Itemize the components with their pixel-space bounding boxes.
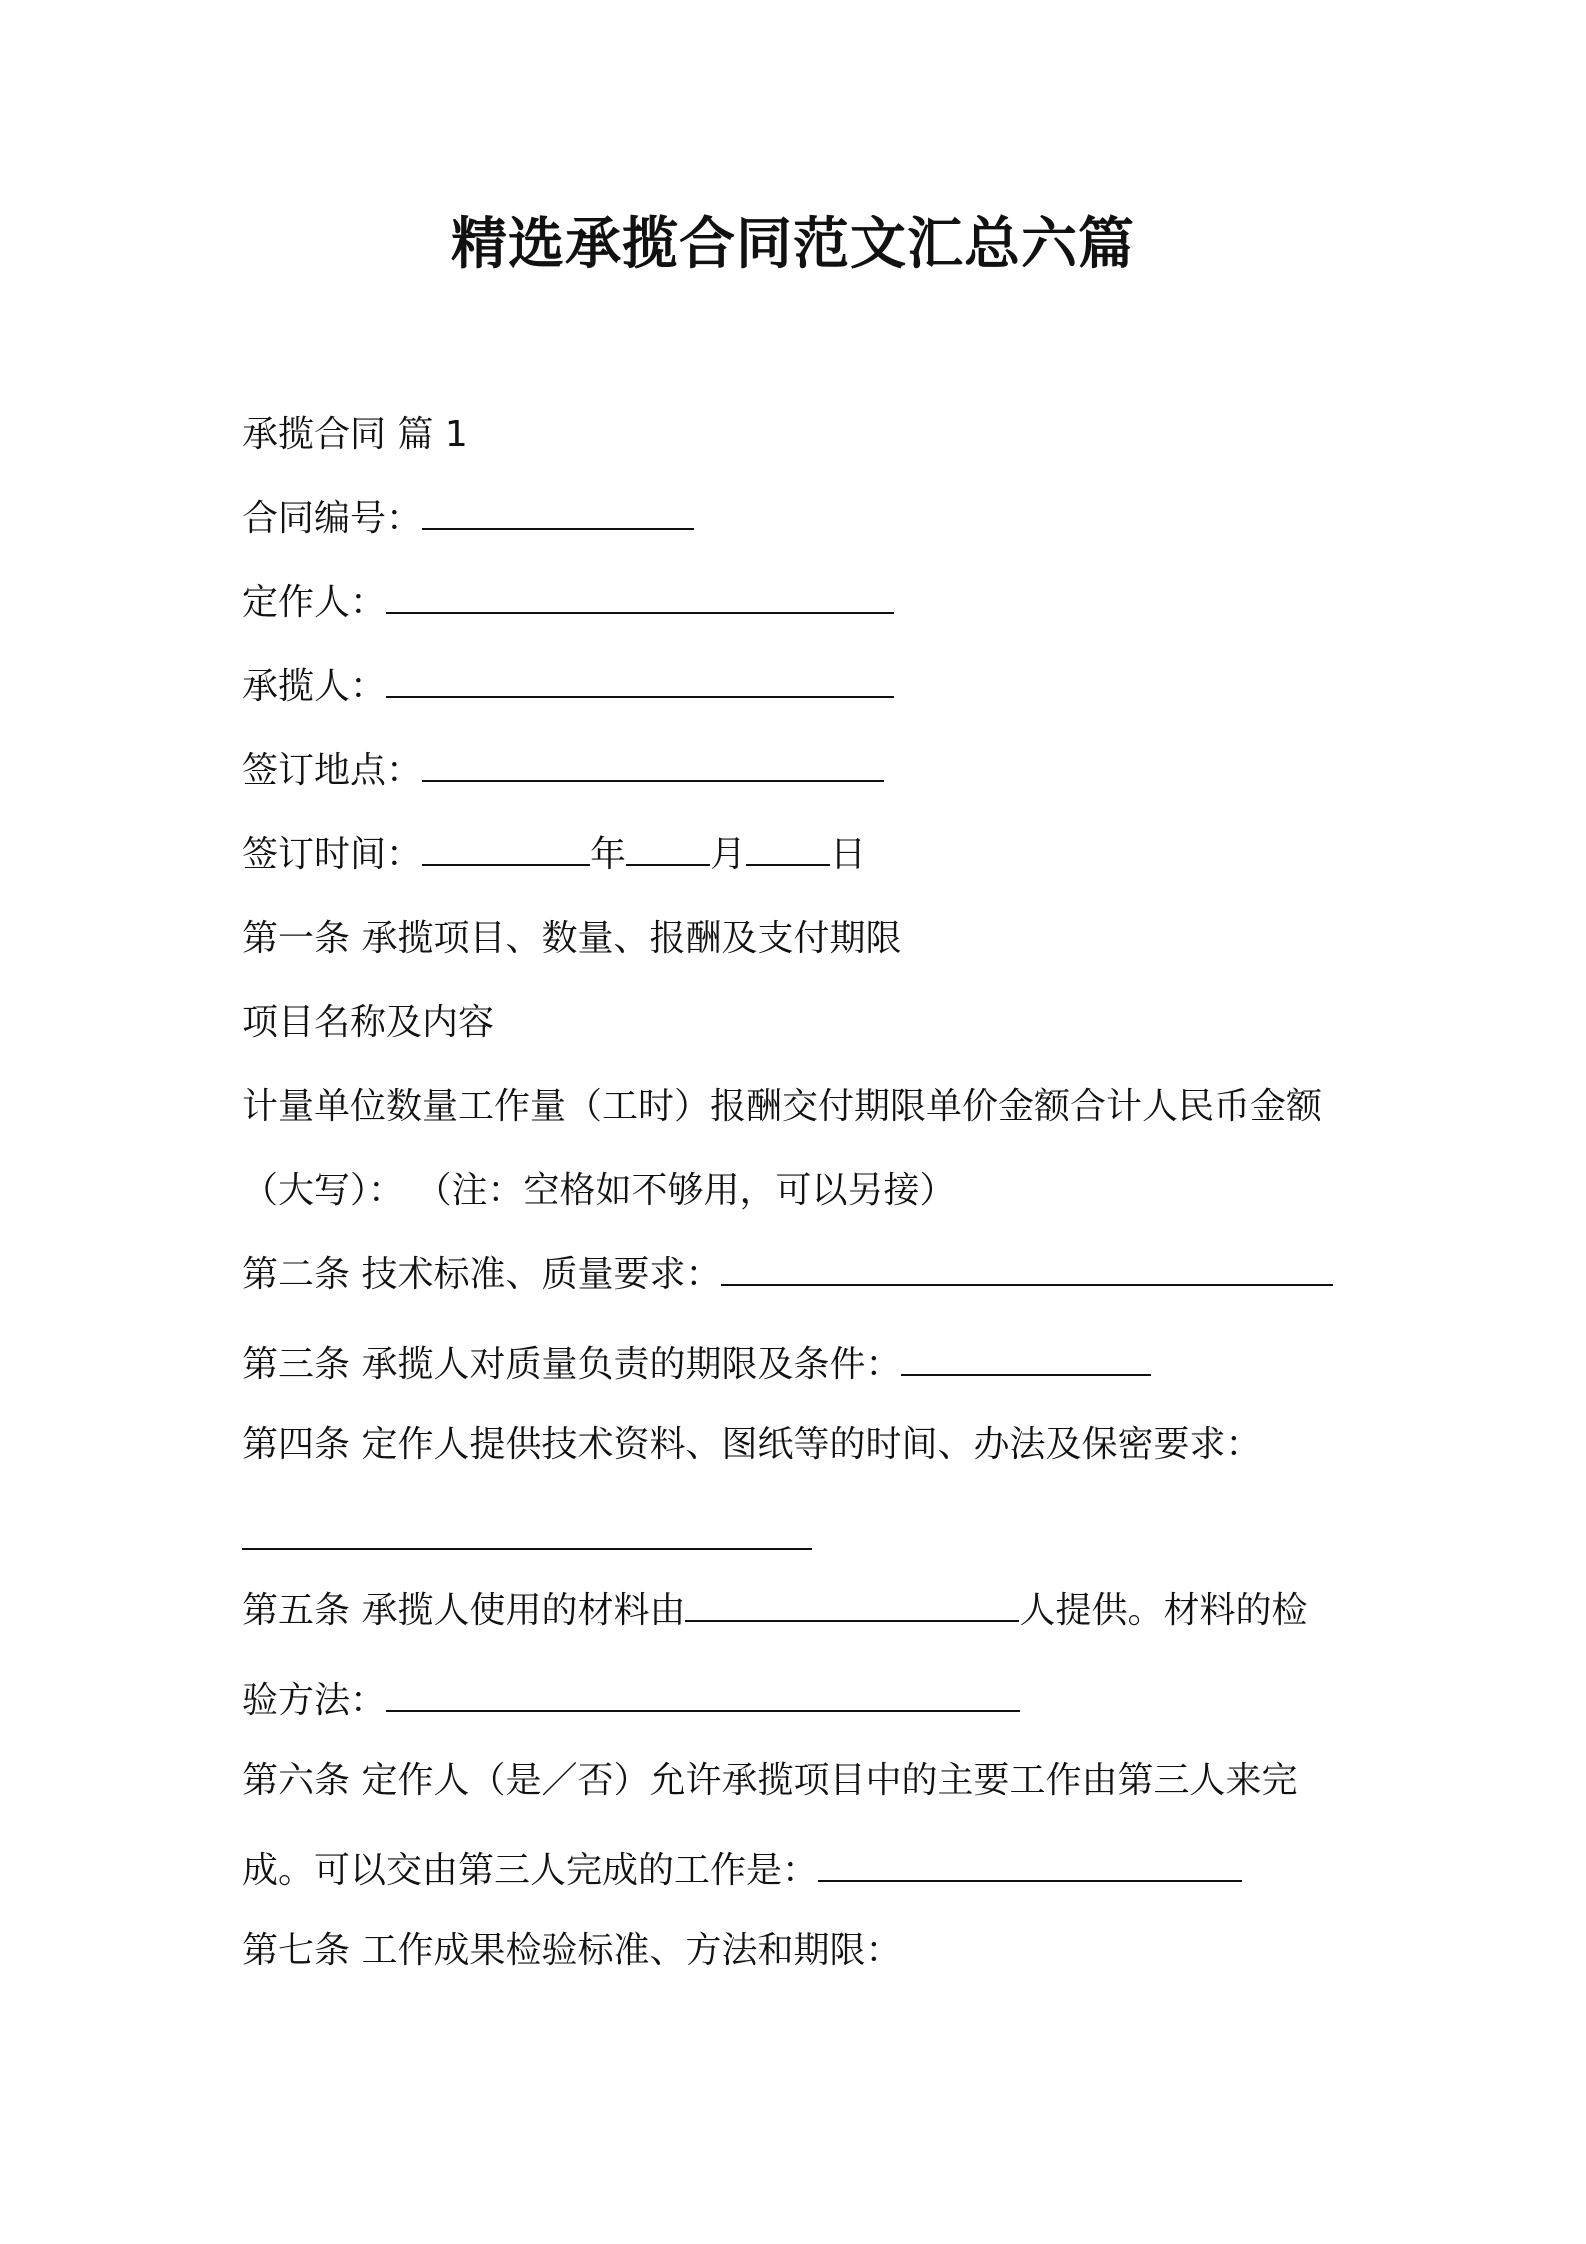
clause-1-title: 第一条 承揽项目、数量、报酬及支付期限 <box>242 918 902 959</box>
clause-5-row <box>242 1586 1307 1636</box>
contractor-row <box>242 662 894 712</box>
day-blank <box>746 834 830 866</box>
clause-3-blank <box>901 1344 1151 1376</box>
signing-place-row <box>242 746 884 796</box>
year-label: 年 <box>590 834 627 875</box>
clause-1-columns: 计量单位数量工作量（工时）报酬交付期限单价金额合计人民币金额 <box>242 1086 1323 1127</box>
clause-1-note: （大写）： （注：空格如不够用，可以另接） <box>242 1170 956 1211</box>
clause-1-item: 项目名称及内容 <box>242 1002 495 1043</box>
contract-number-row <box>242 494 694 544</box>
clause-3-row <box>242 1340 1151 1390</box>
clause-6-blank <box>818 1850 1242 1882</box>
clause-5-text-b: 人提供。材料的检 <box>1019 1590 1308 1631</box>
clause-2-blank <box>721 1254 1333 1286</box>
contractor-blank <box>386 666 894 698</box>
clause-5-method-blank <box>386 1680 1020 1712</box>
signing-place-blank <box>422 750 884 782</box>
clause-5-method-row <box>242 1676 1020 1726</box>
clause-2-text: 第二条 技术标准、质量要求： <box>242 1254 722 1295</box>
contract-number-label: 合同编号： <box>242 498 423 539</box>
clause-5-material-blank <box>685 1590 1019 1622</box>
orderer-label: 定作人： <box>242 582 387 623</box>
year-blank <box>422 834 590 866</box>
clause-5-text-a: 第五条 承揽人使用的材料由 <box>242 1590 686 1631</box>
contractor-label: 承揽人： <box>242 666 387 707</box>
clause-3-text: 第三条 承揽人对质量负责的期限及条件： <box>242 1344 902 1385</box>
clause-6-row <box>242 1846 1242 1896</box>
clause-6-text-a: 第六条 定作人（是／否）允许承揽项目中的主要工作由第三人来完 <box>242 1760 1298 1801</box>
contract-number-blank <box>422 498 694 530</box>
clause-4-text: 第四条 定作人提供技术资料、图纸等的时间、办法及保密要求： <box>242 1424 1262 1465</box>
clause-5-text-c: 验方法： <box>242 1680 387 1721</box>
signing-time-row <box>242 830 866 880</box>
clause-4-blank <box>242 1548 812 1550</box>
clause-2-row <box>242 1250 1333 1300</box>
day-label: 日 <box>830 834 867 875</box>
month-label: 月 <box>710 834 747 875</box>
signing-place-label: 签订地点： <box>242 750 423 791</box>
clause-6-text-b: 成。可以交由第三人完成的工作是： <box>242 1850 819 1891</box>
document-title: 精选承揽合同范文汇总六篇 <box>451 212 1135 277</box>
orderer-blank <box>386 582 894 614</box>
signing-time-label: 签订时间： <box>242 834 423 875</box>
section-heading: 承揽合同 篇 1 <box>242 414 468 455</box>
month-blank <box>626 834 710 866</box>
clause-7-text: 第七条 工作成果检验标准、方法和期限： <box>242 1930 902 1971</box>
orderer-row <box>242 578 894 628</box>
